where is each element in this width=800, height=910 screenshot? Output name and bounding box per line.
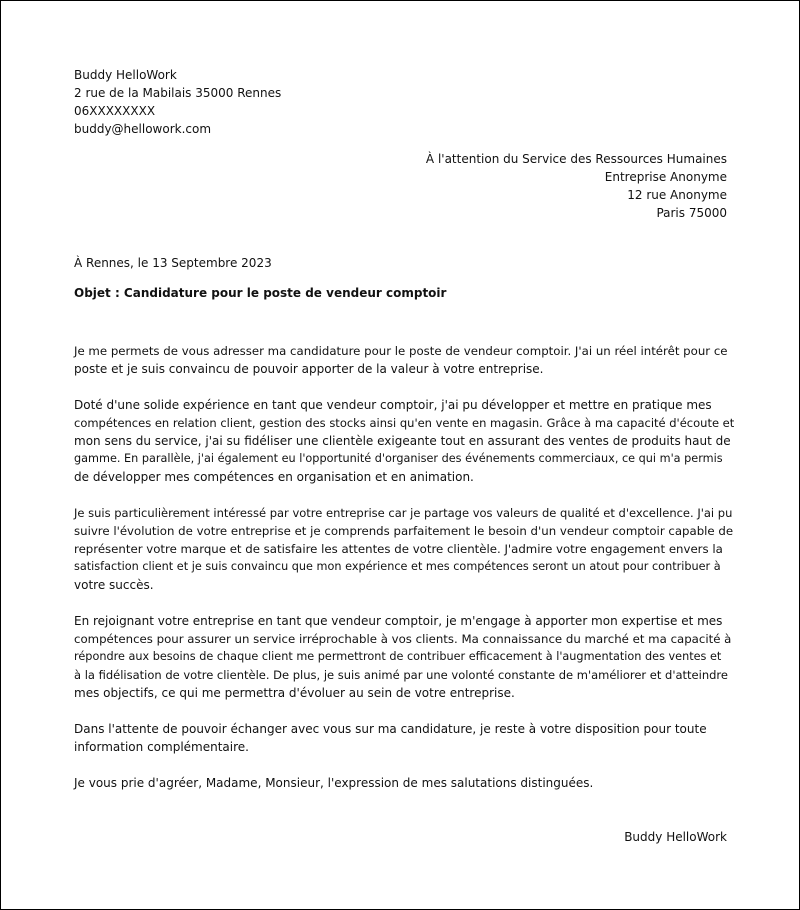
paragraph	[74, 504, 734, 594]
recipient-street: 12 rue Anonyme	[627, 188, 727, 202]
sender-address: 2 rue de la Mabilais 35000 Rennes	[74, 86, 282, 100]
subject-line: Objet : Candidature pour le poste de vendeur comptoir	[74, 286, 447, 300]
paragraph-line: satisfaction client et je suis convaincu que mon expérience et mes compétences seront un atout pour contribuer à	[74, 560, 721, 573]
signature: Buddy HelloWork	[624, 830, 727, 844]
paragraph	[74, 342, 734, 378]
recipient-city: Paris 75000	[656, 206, 727, 220]
paragraph-line: information complémentaire.	[74, 740, 249, 754]
sender-phone: 06XXXXXXXX	[74, 104, 156, 118]
paragraph-line: mon sens du service, j'ai su fidéliser une clientèle exigeante tout en assurant des ventes de produits haut de	[74, 434, 731, 448]
paragraph-line: gamme. En parallèle, j'ai également eu l'opportunité d'organiser des événements commerciaux, ce qui m'a permis	[74, 452, 723, 465]
paragraph-line: représenter votre marque et de satisfaire les attentes de votre clientèle. J'admire votre engagement envers la	[74, 542, 723, 556]
paragraph	[74, 774, 734, 792]
paragraph-line: compétences en relation client, gestion des stocks ainsi qu'en vente en magasin. Grâce à ma capacité d'écoute et	[74, 416, 735, 430]
paragraph-line: votre succès.	[74, 578, 154, 592]
paragraph-line: répondre aux besoins de chaque client me permettront de contribuer efficacement à l'augmentation des ventes et	[74, 650, 722, 663]
recipient-block	[426, 150, 727, 222]
sender-block	[74, 66, 281, 138]
paragraph-line: mes objectifs, ce qui me permettra d'évoluer au sein de votre entreprise.	[74, 686, 515, 700]
paragraph-line: Doté d'une solide expérience en tant que vendeur comptoir, j'ai pu développer et mettre en pratique mes	[74, 398, 712, 412]
paragraph-line: En rejoignant votre entreprise en tant que vendeur comptoir, je m'engage à apporter mon expertise et mes	[74, 614, 723, 628]
paragraph-line: compétences pour assurer un service irréprochable à vos clients. Ma connaissance du marché et ma capacité à	[74, 632, 732, 646]
letter-body	[74, 342, 734, 810]
paragraph-line: poste et je suis convaincu de pouvoir apporter de la valeur à votre entreprise.	[74, 362, 544, 376]
paragraph	[74, 720, 734, 756]
sender-name: Buddy HelloWork	[74, 68, 177, 82]
paragraph-line: Je me permets de vous adresser ma candidature pour le poste de vendeur comptoir. J'ai un réel intérêt pour ce	[74, 344, 728, 358]
paragraph-line: suivre l'évolution de votre entreprise et je comprends parfaitement le besoin d'un vendeur comptoir capable de	[74, 524, 734, 538]
sender-email: buddy@hellowork.com	[74, 122, 212, 136]
paragraph-line: Je suis particulièrement intéressé par votre entreprise car je partage vos valeurs de qualité et d'excellence. J'ai pu	[74, 506, 733, 520]
paragraph	[74, 396, 734, 486]
paragraph-line: Dans l'attente de pouvoir échanger avec vous sur ma candidature, je reste à votre disposition pour toute	[74, 722, 707, 736]
date-line: À Rennes, le 13 Septembre 2023	[74, 256, 272, 270]
paragraph-line: Je vous prie d'agréer, Madame, Monsieur, l'expression de mes salutations distinguées.	[74, 776, 594, 790]
paragraph	[74, 612, 734, 702]
paragraph-line: à la fidélisation de votre clientèle. De plus, je suis animé par une volonté constante de m'améliorer et d'atteindre	[74, 668, 728, 682]
paragraph-line: de développer mes compétences en organisation et en animation.	[74, 470, 474, 484]
recipient-attention: À l'attention du Service des Ressources Humaines	[425, 152, 727, 166]
recipient-company: Entreprise Anonyme	[604, 170, 727, 184]
